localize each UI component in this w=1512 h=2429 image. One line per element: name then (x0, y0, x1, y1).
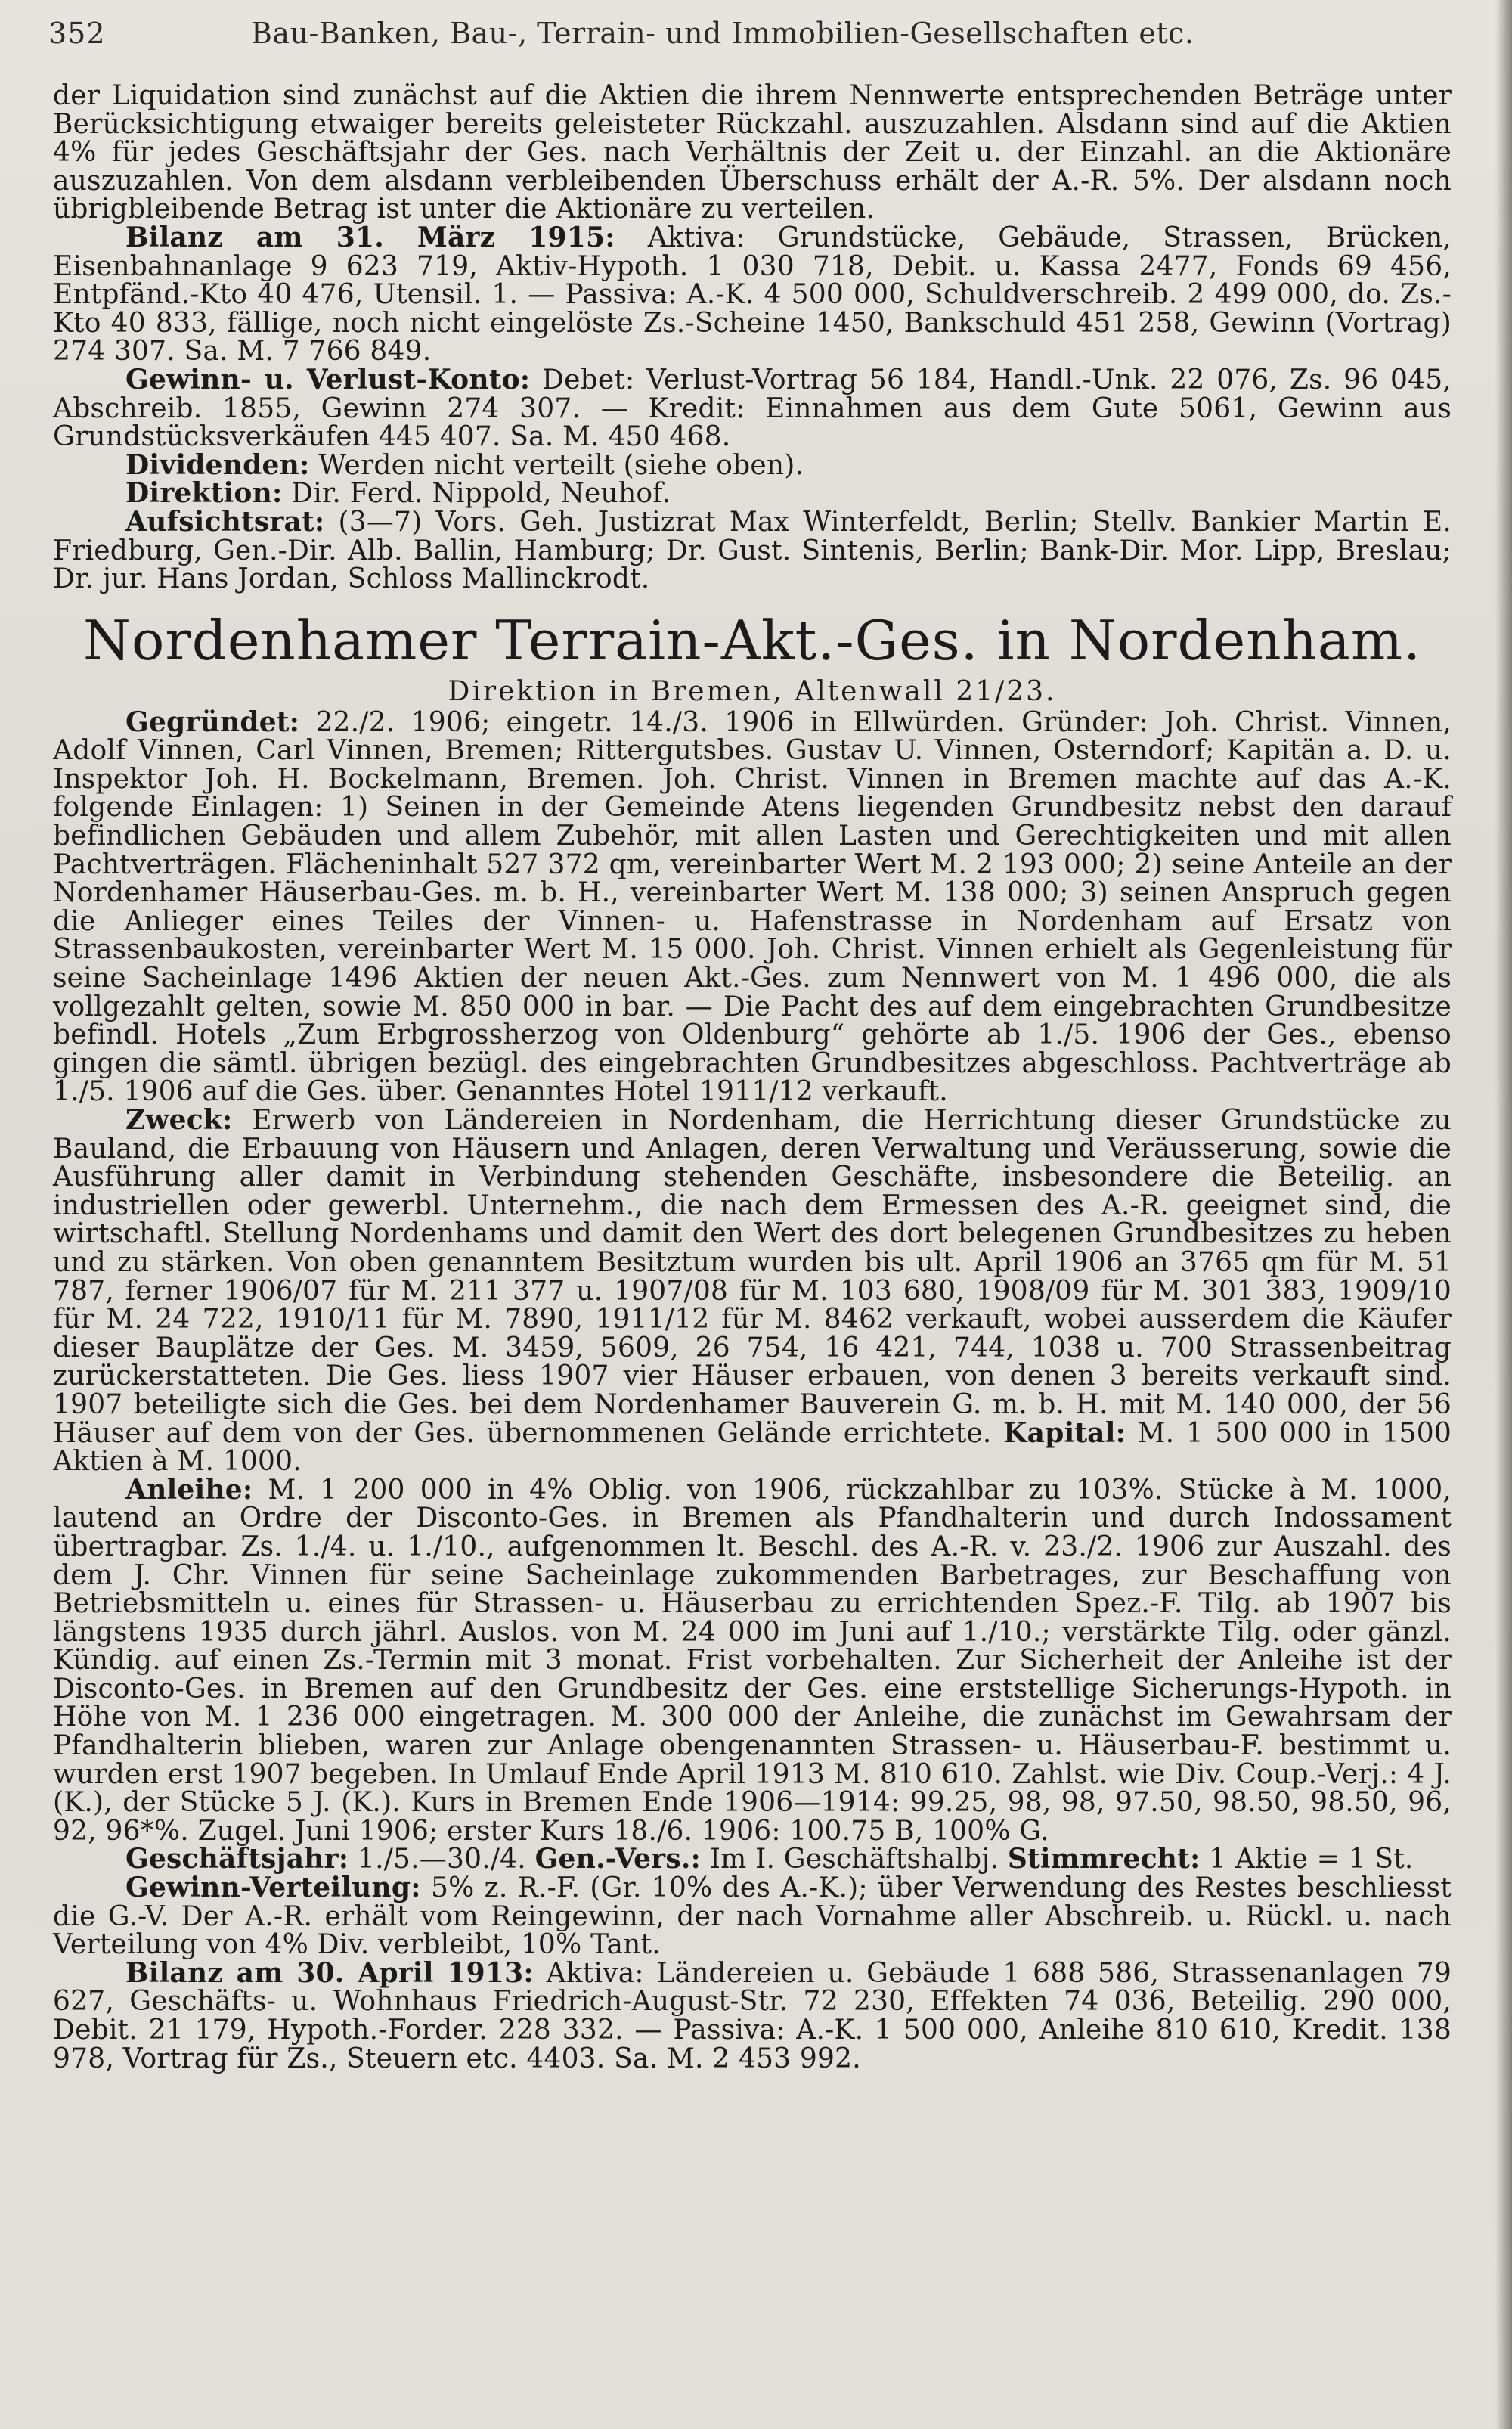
voting-right-text: 1 Aktie = 1 St. (1209, 1844, 1414, 1875)
profit-loss-label: Gewinn- u. Verlust-Konto: (125, 363, 531, 396)
balance-1913-paragraph (53, 1956, 1452, 2074)
founded-label: Gegründet: (125, 706, 300, 738)
general-meeting-label: Gen.-Vers.: (534, 1843, 702, 1875)
balance-1915-text: Aktiva: Grundstücke, Gebäude, Strassen, Brücken, Eisenbahnanlage 9 623 719, Aktiv-Hypoth. 1 030 718, Debit. u. Kassa 2477, Fonds 69 456, Entpfänd.-Kto 40 476, Utensil. 1. — Passiva: A.-K. 4 500 000, Schuldverschreib. 2 499 000, do. Zs.-Kto 40 833, fällige, noch nicht eingelöste Zs.-Scheine 1450, Bankschuld 451 258, Gewinn (Vortrag) 274 307. Sa. M. 7 766 849. (53, 222, 1452, 368)
fiscal-paragraph (53, 1845, 1452, 1874)
capital-label: Kapital: (1003, 1416, 1126, 1449)
direction-paragraph (53, 479, 1452, 508)
page-number: 352 (48, 17, 106, 50)
profit-distribution-paragraph (53, 1874, 1452, 1959)
running-header (48, 11, 1470, 56)
liquidation-text: der Liquidation sind zunächst auf die Aktien die ihrem Nennwerte entsprechenden Beträge unter Berücksichtigung etwaiger bereits geleisteter Rückzahl. auszuzahlen. Alsdann sind auf die Aktien 4% für jedes Geschäftsjahr der Ges. nach Verhältnis der Zeit u. der Einzahl. an die Aktionäre auszuzahlen. Von dem alsdann verbleibenden Überschuss erhält der A.-R. 5%. Der alsdann noch übrigbleibende Betrag ist unter die Aktionäre zu verteilen. (53, 80, 1452, 225)
direction-text: Dir. Ferd. Nippold, Neuhof. (291, 478, 671, 510)
board-paragraph (53, 505, 1452, 595)
capital-text: M. 1 500 000 in 1500 Aktien à M. 1000. (53, 1417, 1452, 1478)
balance-1913-label: Bilanz am 30. April 1913: (125, 1956, 534, 1989)
general-meeting-text: Im I. Geschäftshalbj. (709, 1844, 999, 1875)
purpose-text: Erwerb von Ländereien in Nordenham, die Herrichtung dieser Grundstücke zu Bauland, die Erbauung von Häusern und Anlagen, deren Verwaltung und Veräusserung, sowie die Ausführung aller damit in Verbindung stehenden Geschäfte, insbesondere die Beteilig. an industriellen oder gewerbl. Unternehm., die nach dem Ermessen des A.-R. geeignet sind, die wirtschaftl. Stellung Nordenhams und damit den Wert des dort belegenen Grundbesitzes zu heben und zu stärken. Von oben genanntem Besitztum wurden bis ult. April 1906 an 3765 qm für M. 51 787, ferner 1906/07 für M. 211 377 u. 1907/08 für M. 103 680, 1908/09 für M. 301 383, 1909/10 für M. 24 722, 1910/11 für M. 7890, 1911/12 für M. 8462 verkauft, wobei ausserdem die Käufer dieser Bauplätze der Ges. M. 3459, 5609, 26 754, 16 421, 744, 1038 u. 700 Strassenbeitrag zurückerstatteten. Die Ges. liess 1907 vier Häuser erbauen, von denen 3 bereits verkauft sind. 1907 beteiligte sich die Ges. bei dem Nordenhamer Bauverein G. m. b. H. mit M. 140 000, der 56 Häuser auf dem von der Ges. übernommenen Gelände errichtete. (53, 1105, 1452, 1449)
running-title: Bau-Banken, Bau-, Terrain- und Immobilien-Gesellschaften etc. (251, 17, 1194, 50)
company-heading: Nordenhamer Terrain-Akt.-Ges. in Nordenham. (82, 608, 1422, 672)
dividends-paragraph (53, 448, 1452, 481)
loan-paragraph (53, 1473, 1452, 1847)
direction-label: Direktion: (125, 477, 283, 510)
profit-distribution-text: 5% z. R.-F. (Gr. 10% des A.-K.); über Verwendung des Restes beschliesst die G.-V. Der A.-R. erhält vom Reingewinn, der nach Vornahme aller Abschreib. u. Rückl. u. nach Verteilung von 4% Div. verbleibt, 10% Tant. (53, 1872, 1452, 1961)
purpose-label: Zweck: (125, 1104, 233, 1136)
liquidation-paragraph (53, 82, 1452, 224)
profit-loss-paragraph (53, 363, 1452, 453)
fiscal-year-text: 1./5.—30./4. (357, 1844, 526, 1875)
founded-text: 22./2. 1906; eingetr. 14./3. 1906 in Ellwürden. Gründer: Joh. Christ. Vinnen, Adolf Vinnen, Carl Vinnen, Bremen; Rittergutsbes. Gustav U. Vinnen, Osterndorf; Kapitän a. D. u. Inspektor Joh. H. Bockelmann, Bremen. Joh. Christ. Vinnen in Bremen machte auf das A.-K. folgende Einlagen: 1) Seinen in der Gemeinde Atens liegenden Grundbesitz nebst den darauf befindlichen Gebäuden und allem Zubehör, mit allen Lasten und Gerechtigkeiten und mit allen Pachtverträgen. Flächeninhalt 527 372 qm, vereinbarter Wert M. 2 193 000; 2) seine Anteile an der Nordenhamer Häuserbau-Ges. m. b. H., vereinbarter Wert M. 138 000; 3) seinen Anspruch gegen die Anlieger eines Teiles der Vinnen- u. Hafenstrasse in Nordenham auf Ersatz von Strassenbaukosten, vereinbarter Wert M. 15 000. Joh. Christ. Vinnen erhielt als Gegenleistung für seine Sacheinlage 1496 Aktien der neuen Akt.-Ges. zum Nennwert von M. 1 496 000, die als vollgezahlt gelten, sowie M. 850 000 in bar. — Die Pacht des auf dem eingebrachten Grundbesitze befindl. Hotels „Zum Erbgrossherzog von Oldenburg“ gehörte ab 1./5. 1906 der Ges., ebenso gingen die sämtl. übrigen bezügl. des eingebrachten Grundbesitzes abgeschloss. Pachtverträge ab 1./5. 1906 auf die Ges. über. Genanntes Hotel 1911/12 verkauft. (53, 706, 1452, 1108)
dividends-text: Werden nicht verteilt (siehe oben). (318, 449, 804, 481)
balance-1915-label: Bilanz am 31. März 1915: (125, 221, 615, 253)
founded-paragraph (53, 706, 1452, 1108)
page-body (53, 82, 1452, 2073)
loan-label: Anleihe: (125, 1473, 253, 1506)
dividends-label: Dividenden: (125, 448, 310, 481)
balance-1915-paragraph (53, 221, 1452, 368)
board-label: Aufsichtsrat: (125, 505, 325, 538)
profit-loss-text: Debet: Verlust-Vortrag 56 184, Handl.-Unk. 22 076, Zs. 96 045, Abschreib. 1855, Gewinn 274 307. — Kredit: Einnahmen aus dem Gute 5061, Gewinn aus Grundstücksverkäufen 445 407. Sa. M. 450 468. (53, 364, 1452, 453)
loan-text: M. 1 200 000 in 4% Oblig. von 1906, rückzahlbar zu 103%. Stücke à M. 1000, lautend an Ordre der Disconto-Ges. in Bremen als Pfandhalterin und durch Indossament übertragbar. Zs. 1./4. u. 1./10., aufgenommen lt. Beschl. des A.-R. v. 23./2. 1906 zur Auszahl. des dem J. Chr. Vinnen für seine Sacheinlage zukommenden Barbetrages, zur Beschaffung von Betriebsmitteln u. eines für Strassen- u. Häuserbau zu errichtenden Spez.-F. Tilg. ab 1907 bis längstens 1935 durch jährl. Auslos. von M. 24 000 im Juni auf 1./10.; verstärkte Tilg. oder gänzl. Kündig. auf einen Zs.-Termin mit 3 monat. Frist vorbehalten. Zur Sicherheit der Anleihe ist der Disconto-Ges. in Bremen auf den Grundbesitz der Ges. eine erststellige Sicherungs-Hypoth. in Höhe von M. 1 236 000 eingetragen. M. 300 000 der Anleihe, die zunächst im Gewahrsam der Pfandhalterin blieben, waren zur Anlage obengenannten Strassen- u. Häuserbau-F. bestimmt u. wurden erst 1907 begeben. In Umlauf Ende April 1913 M. 810 610. Zahlst. wie Div. Coup.-Verj.: 4 J. (K.), der Stücke 5 J. (K.). Kurs in Bremen Ende 1906—1914: 99.25, 98, 98, 97.50, 98.50, 98.50, 96, 92, 96*%. Zugel. Juni 1906; erster Kurs 18./6. 1906: 100.75 B, 100% G. (53, 1474, 1452, 1847)
balance-1913-text: Aktiva: Ländereien u. Gebäude 1 688 586, Strassenanlagen 79 627, Geschäfts- u. Wohnhaus Friedrich-August-Str. 72 230, Effekten 74 036, Beteilig. 290 000, Debit. 21 179, Hypoth.-Forder. 228 332. — Passiva: A.-K. 1 500 000, Anleihe 810 610, Kredit. 138 978, Vortrag für Zs., Steuern etc. 4403. Sa. M. 2 453 992. (53, 1957, 1452, 2074)
company-direction-address: Direktion in Bremen, Altenwall 21/23. (448, 675, 1057, 707)
board-text: (3—7) Vors. Geh. Justizrat Max Winterfeldt, Berlin; Stellv. Bankier Martin E. Friedburg, Gen.-Dir. Alb. Ballin, Hamburg; Dr. Gust. Sintenis, Berlin; Bank-Dir. Mor. Lipp, Breslau; Dr. jur. Hans Jordan, Schloss Mallinckrodt. (53, 506, 1452, 595)
purpose-paragraph (53, 1106, 1452, 1476)
profit-distribution-label: Gewinn-Verteilung: (125, 1872, 421, 1904)
voting-right-label: Stimmrecht: (1007, 1843, 1201, 1875)
fiscal-year-label: Geschäftsjahr: (125, 1843, 349, 1875)
